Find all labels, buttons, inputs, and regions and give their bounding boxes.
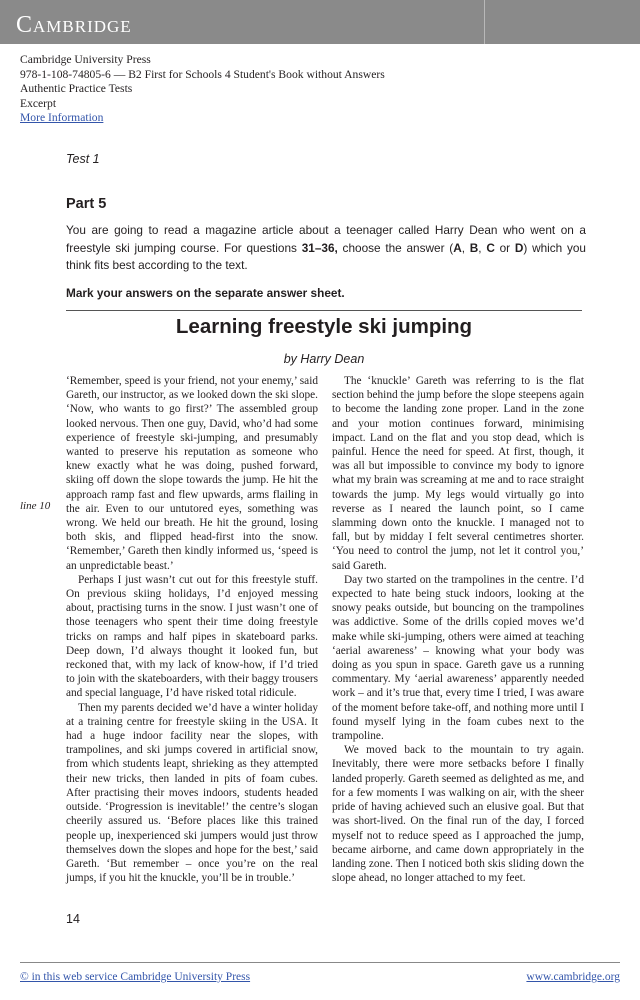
- paragraph-3: Then my parents decided we’d have a winter holiday at a training centre for freestyle skiing in the USA. It had a huge indoor facility near the slopes, with trampolines, and ski jumps covered in artificial snow, from which students leapt, shrieking as they attempted their new tricks, then landed in pits of foam cubes. After practising their moves indoors, students headed outside. ‘Progression is inevitable!’ the centre’s slogan cheerily assured us. ‘Before places like this trained people up, inexperienced ski jumpers would just throw themselves down the slopes and hope for the best,’ said Gareth. ‘But remember – once you’re on the real jumps, if you hit the knuckle, you’ll be in trouble.’: [66, 701, 318, 885]
- title-divider: [66, 310, 582, 311]
- publisher-banner: [0, 0, 640, 44]
- task-instructions: You are going to read a magazine article about a teenager called Harry Dean who went on a freestyle ski jumping course. For questions 31–36, choose the answer (A, B, C or D) which you think fits best according to the text.: [66, 223, 586, 272]
- paragraph-5: Day two started on the trampolines in the centre. I’d expected to hate being stuck indoors, looking at the snowy peaks outside, but bouncing on the trampolines was addictive. Some of the drills copied moves we’d make while ski-jumping, others were aimed at teaching ‘aerial awareness’ – knowing what your body was doing as you spun in space. Gareth gave us a running commentary. My ‘aerial awareness’ apparently needed work – and it’s true that, every time I tried, I was aware of the moment before take-off, and nothing more until I found myself lying in the foam cubes next to the trampoline.: [332, 573, 584, 743]
- article-byline: by Harry Dean: [283, 352, 365, 366]
- more-information-link[interactable]: More Information: [20, 111, 104, 124]
- publisher-name: Cambridge University Press: [20, 53, 151, 66]
- book-subtitle: Authentic Practice Tests: [20, 82, 133, 95]
- paragraph-4: The ‘knuckle’ Gareth was referring to is the flat section behind the jump before the slope steepens again to become the landing zone proper. Land in the zone and your motion continues forward, minimising impact. Land on the flat and you stop dead, which is painful. Hence the need for speed. At first, though, it was all but impossible to convince my body to ignore what my brain was screaming at me and to race straight towards the jump. My legs would virtually go into reverse as I neared the launch point, so I came slamming down onto the knuckle. I managed not to fall, but by midday I felt several centimetres shorter. ‘You need to control the jump, not let it control you,’ said Gareth.: [332, 375, 584, 572]
- answer-sheet-note: Mark your answers on the separate answer sheet.: [66, 286, 345, 300]
- page-number: 14: [66, 912, 80, 926]
- copyright-link[interactable]: © in this web service Cambridge University Press: [20, 971, 251, 983]
- cambridge-logo: Cambridge: [16, 12, 132, 38]
- banner-divider: [484, 0, 640, 44]
- test-label: Test 1: [66, 152, 100, 166]
- part-heading: Part 5: [66, 196, 107, 212]
- paragraph-6: We moved back to the mountain to try again. Inevitably, there were more setbacks before I finally landed properly. Gareth seemed as delighted as me, and for a few moments I was walking on air, with the sheer pride of having achieved such an elusive goal. But that was short-lived. On the final run of the day, I forced myself not to reduce speed as I approached the jump, became airborne, and came down appropriately in the landing zone. Then I noticed both skis sliding down the slope ahead, no longer attached to my feet.: [332, 744, 584, 885]
- article-column-left: [66, 374, 318, 885]
- cambridge-website-link[interactable]: www.cambridge.org: [526, 971, 620, 983]
- line-10-marker: line 10: [20, 500, 51, 512]
- paragraph-1: ‘Remember, speed is your friend, not your enemy,’ said Gareth, our instructor, as we looked down the ski slope. ‘Now, who wants to go first?’ The assembled group looked nervous. Then one guy, David, who’d had some experience of freestyle ski-jumping, and presumably wanted to preserve his reputation as someone who knew exactly what he was doing, pushed forward, skiing off down the slope towards the jump. He hit the approach ramp fast and flew upwards, arms flailing in the air. Even to our untutored eyes, something was wrong. We held our breath. He hit the ground, losing both skis, and flipped head-first into the snow. ‘Remember,’ Gareth then kindly informed us, ‘speed is an unpredictable beast.’: [66, 375, 318, 572]
- excerpt-label: Excerpt: [20, 96, 57, 110]
- book-isbn-title: 978-1-108-74805-6 — B2 First for Schools 4 Student's Book without Answers: [20, 67, 385, 81]
- book-info: [20, 53, 385, 126]
- article-title: Learning freestyle ski jumping: [175, 315, 473, 338]
- footer-divider: [20, 962, 620, 963]
- article-column-right: [332, 374, 584, 885]
- paragraph-2: Perhaps I just wasn’t cut out for this freestyle stuff. On previous skiing holidays, I’d enjoyed messing about, practising turns in the snow. I just wasn’t one of those teenagers who spent their time doing freestyle tricks on ramps and half pipes in skateboard parks. Deep down, I’d always thought it looked fun, but reckoned that, with my lack of know-how, if I’d tried to join with the skateboarders, with their baggy trousers and special language, I’d have risked total ridicule.: [66, 573, 318, 700]
